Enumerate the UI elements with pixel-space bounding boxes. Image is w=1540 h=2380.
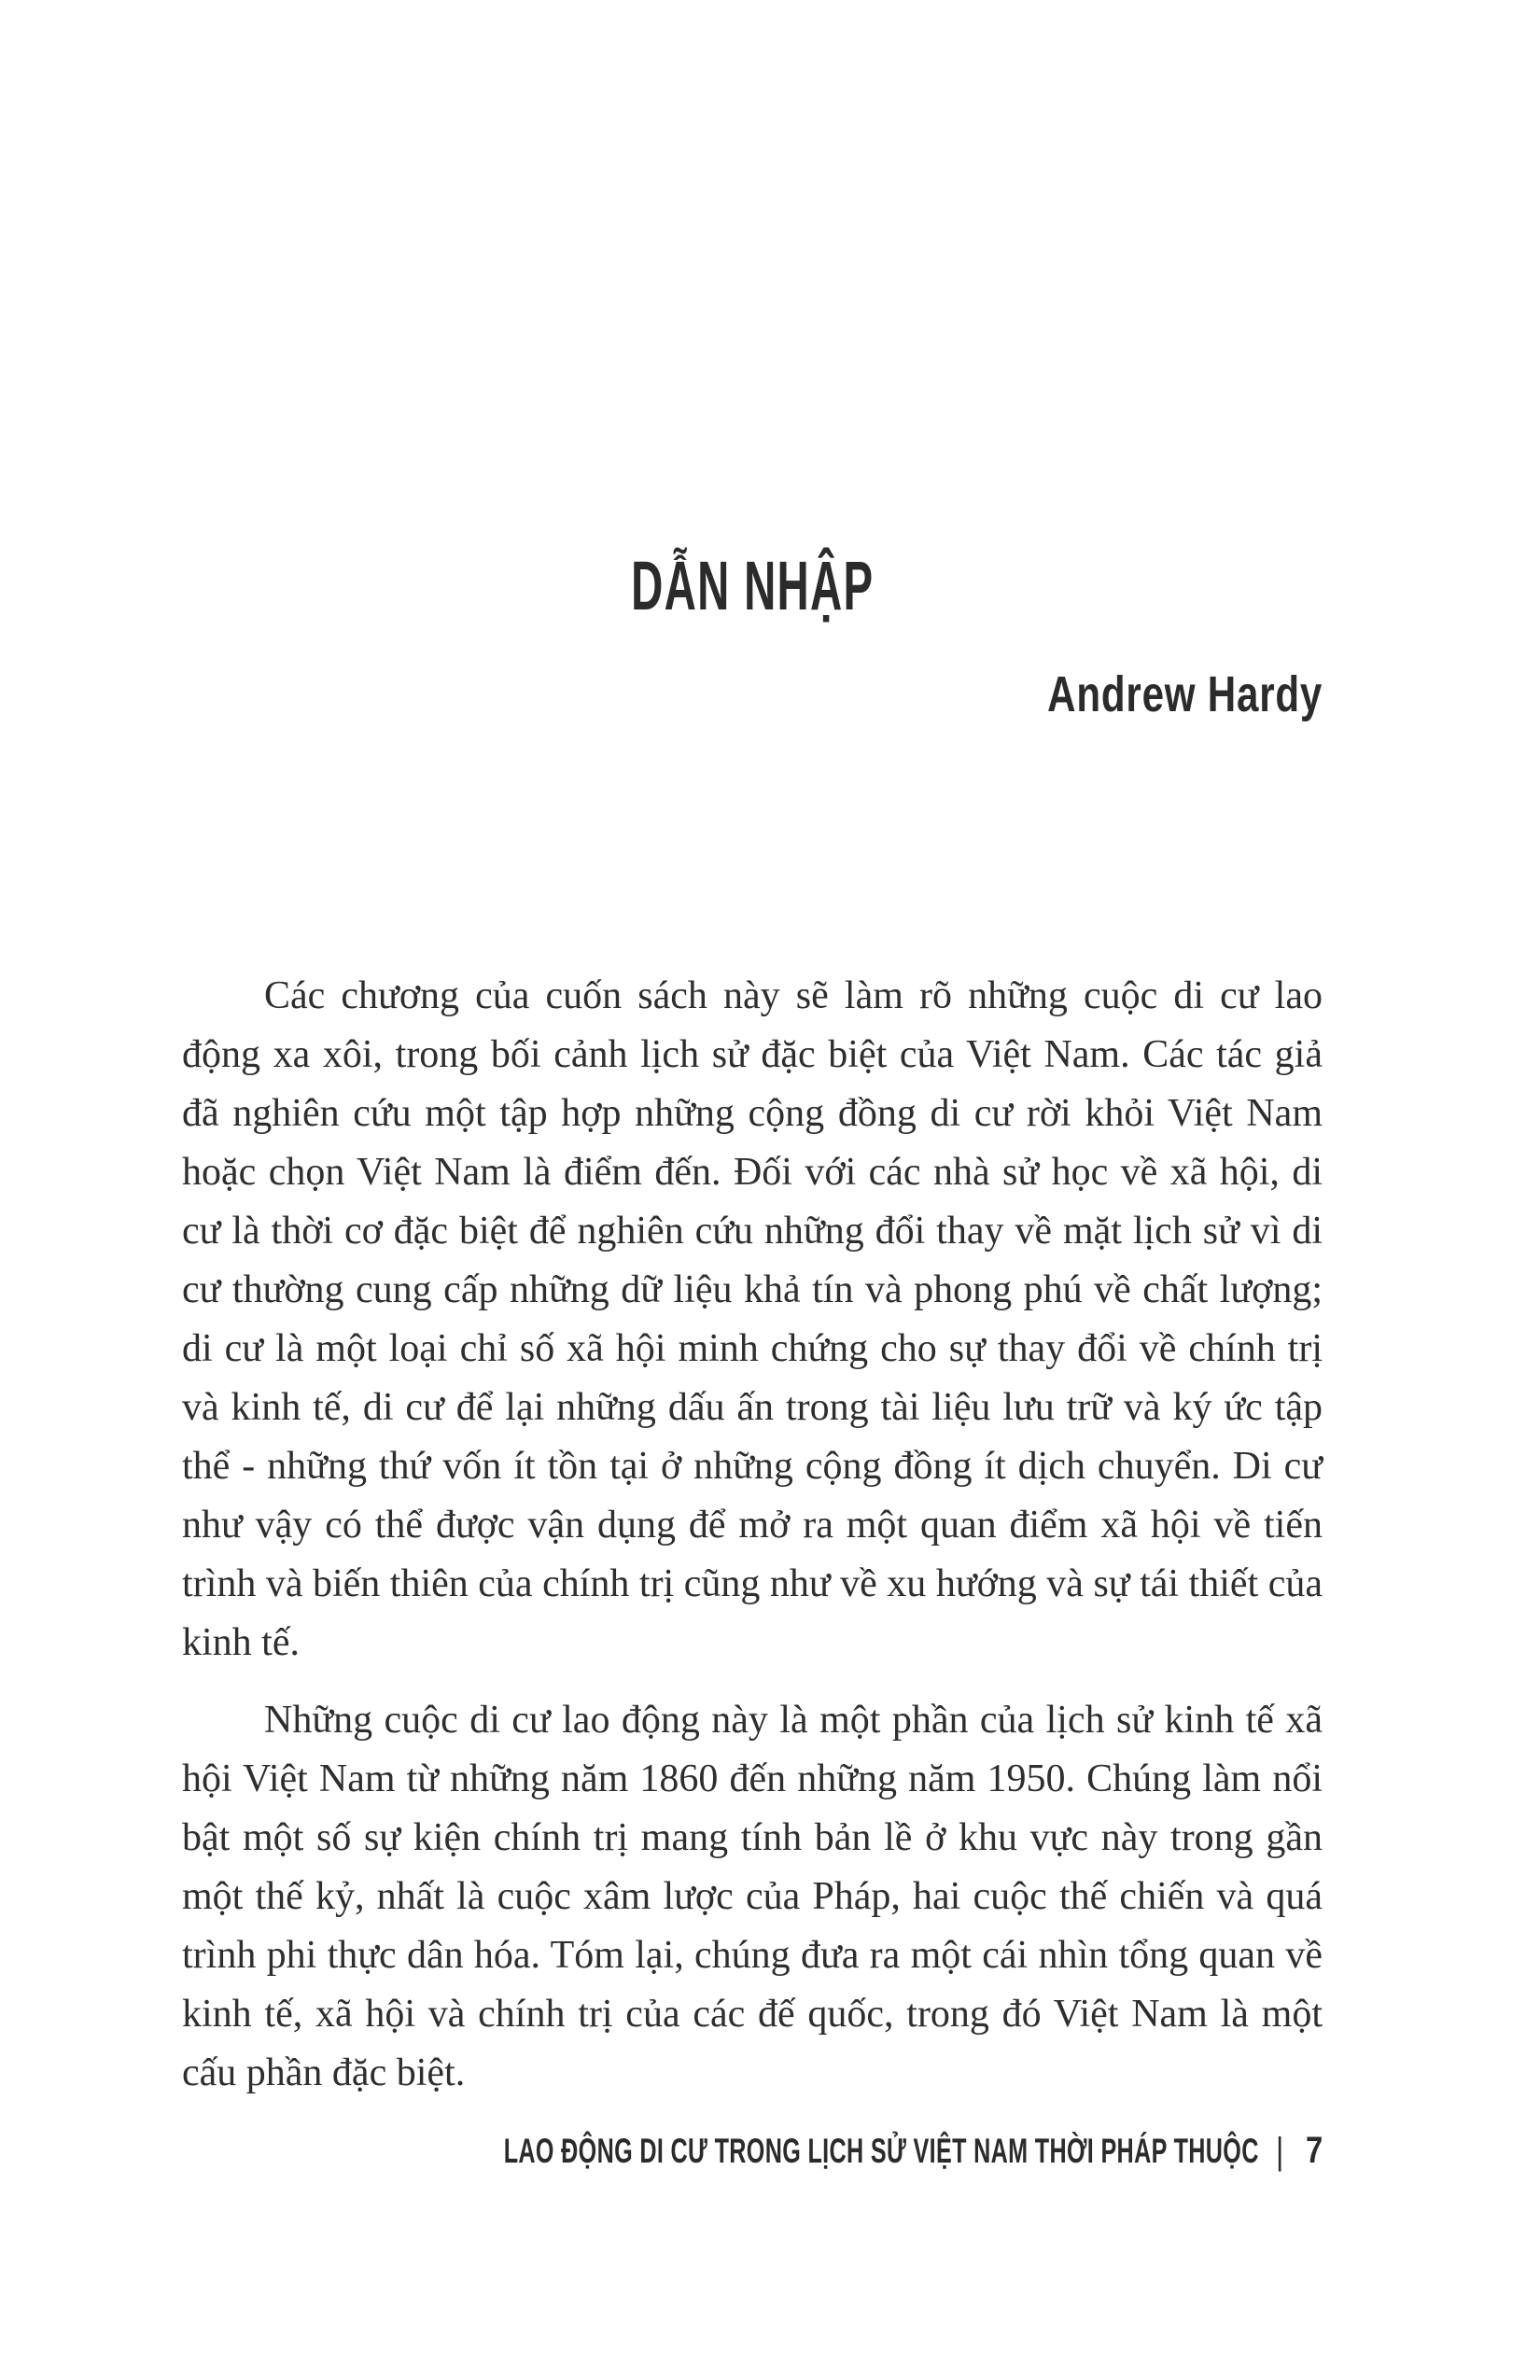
footer-page-number: 7 [1305,2130,1323,2171]
footer-separator: | [1276,2130,1284,2172]
chapter-title-text: DẪN NHẬP [630,547,875,624]
chapter-title [182,544,1323,648]
author-line [182,665,1323,737]
footer-running-title: LAO ĐỘNG DI CƯ TRONG LỊCH SỬ VIỆT NAM THỜI PHÁP THUỘC [503,2131,1259,2170]
author-name: Andrew Hardy [1047,666,1323,722]
body-text [182,967,1323,2103]
paragraph-1: Các chương của cuốn sách này sẽ làm rõ những cuộc di cư lao động xa xôi, trong bối cảnh lịch sử đặc biệt của Việt Nam. Các tác giả đã nghiên cứu một tập hợp những cộng đồng di cư rời khỏi Việt Nam hoặc chọn Việt Nam là điểm đến. Đối với các nhà sử học về xã hội, di cư là thời cơ đặc biệt để nghiên cứu những đổi thay về mặt lịch sử vì di cư thường cung cấp những dữ liệu khả tín và phong phú về chất lượng; di cư là một loại chỉ số xã hội minh chứng cho sự thay đổi về chính trị và kinh tế, di cư để lại những dấu ấn trong tài liệu lưu trữ và ký ức tập thể - những thứ vốn ít tồn tại ở những cộng đồng ít dịch chuyển. Di cư như vậy có thể được vận dụng để mở ra một quan điểm xã hội về tiến trình và biến thiên của chính trị cũng như về xu hướng và sự tái thiết của kinh tế. [182,974,1323,1664]
page-footer [182,2130,1323,2172]
paragraph-2: Những cuộc di cư lao động này là một phần của lịch sử kinh tế xã hội Việt Nam từ những năm 1860 đến những năm 1950. Chúng làm nổi bật một số sự kiện chính trị mang tính bản lề ở khu vực này trong gần một thế kỷ, nhất là cuộc xâm lược của Pháp, hai cuộc thế chiến và quá trình phi thực dân hóa. Tóm lại, chúng đưa ra một cái nhìn tổng quan về kinh tế, xã hội và chính trị của các đế quốc, trong đó Việt Nam là một cấu phần đặc biệt. [182,1699,1323,2094]
